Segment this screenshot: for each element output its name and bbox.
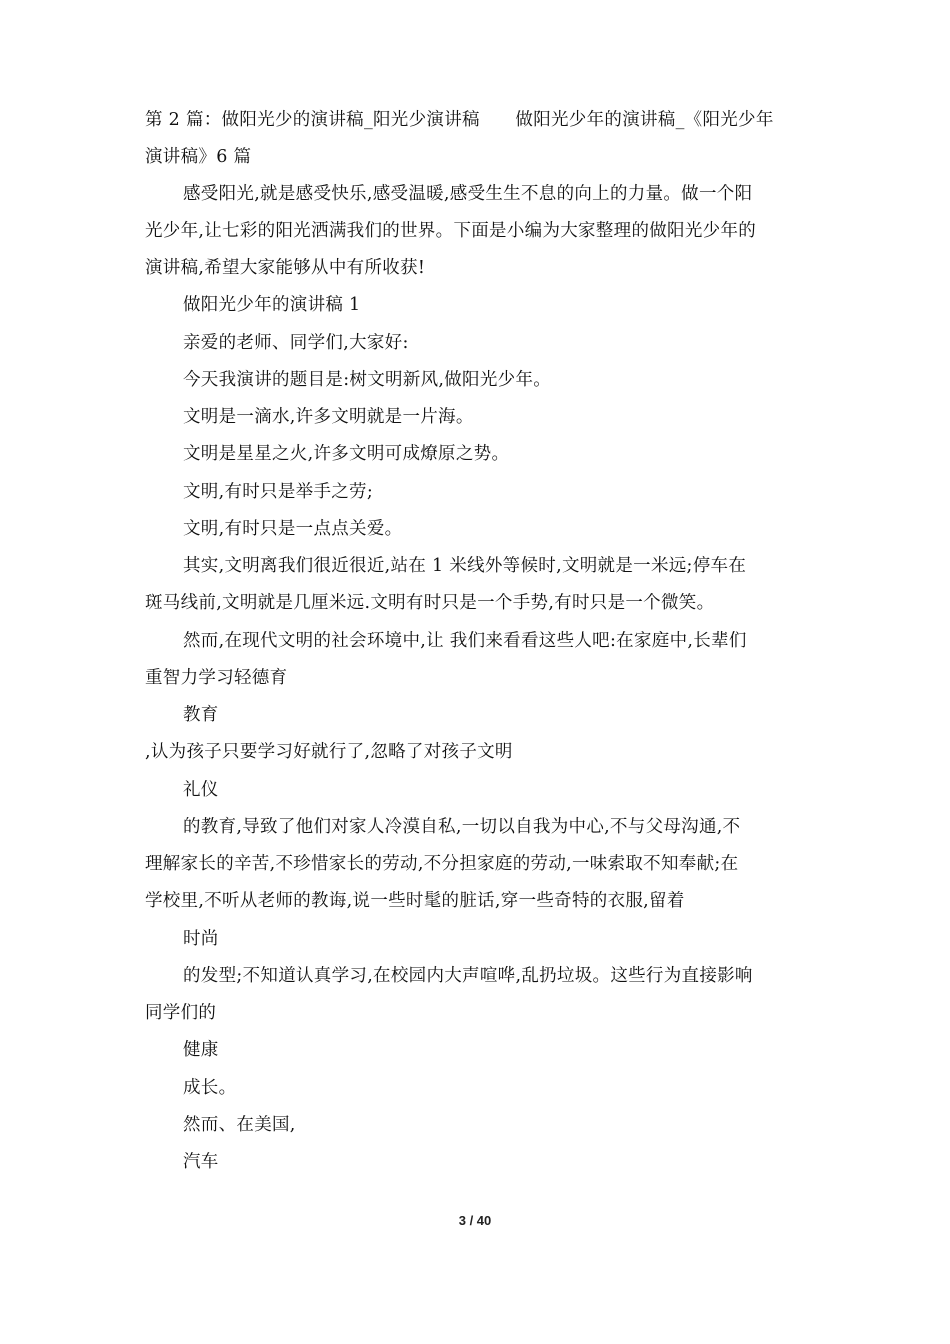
paragraph-line: 文明,有时只是一点点关爱。 [183, 519, 403, 539]
intro-paragraph-line-3: 演讲稿,希望大家能够从中有所收获! [145, 258, 426, 278]
paragraph-line: 理解家长的辛苦,不珍惜家长的劳动,不分担家庭的劳动,一味索取不知奉献;在 [145, 854, 739, 874]
paragraph-line: 然而,在现代文明的社会环境中,让 我们来看看这些人吧:在家庭中,长辈们 [183, 631, 747, 651]
speech-heading: 做阳光少年的演讲稿 1 [183, 295, 361, 315]
paragraph-line: 文明是星星之火,许多文明可成燎原之势。 [183, 444, 510, 464]
paragraph-line: 文明是一滴水,许多文明就是一片海。 [183, 407, 474, 427]
keyword-line: 礼仪 [183, 780, 219, 800]
paragraph-line: 的发型;不知道认真学习,在校园内大声喧哗,乱扔垃圾。这些行为直接影响 [183, 966, 753, 986]
keyword-line: 汽车 [183, 1152, 219, 1172]
document-title-line-1: 第 2 篇：做阳光少的演讲稿_阳光少演讲稿 做阳光少年的演讲稿_《阳光少年 [145, 110, 774, 130]
keyword-line: 健康 [183, 1040, 219, 1060]
page-indicator: 3 / 40 [458, 1213, 492, 1228]
paragraph-line: 文明,有时只是举手之劳; [183, 482, 374, 502]
paragraph-line: 学校里,不听从老师的教诲,说一些时髦的脏话,穿一些奇特的衣服,留着 [145, 891, 685, 911]
paragraph-line: 的教育,导致了他们对家人冷漠自私,一切以自我为中心,不与父母沟通,不 [183, 817, 741, 837]
keyword-line: 时尚 [183, 929, 219, 949]
keyword-line: 教育 [183, 705, 219, 725]
paragraph-line: 其实,文明离我们很近很近,站在 1 米线外等候时,文明就是一米远;停车在 [183, 556, 747, 576]
paragraph-line: ,认为孩子只要学习好就行了,忽略了对孩子文明 [145, 742, 513, 762]
greeting-line: 亲爱的老师、同学们,大家好: [183, 333, 409, 353]
paragraph-line: 同学们的 [145, 1003, 217, 1023]
intro-paragraph-line-1: 感受阳光,就是感受快乐,感受温暖,感受生生不息的向上的力量。做一个阳 [183, 184, 753, 204]
intro-paragraph-line-2: 光少年,让七彩的阳光洒满我们的世界。下面是小编为大家整理的做阳光少年的 [145, 221, 757, 241]
paragraph-line: 斑马线前,文明就是几厘米远.文明有时只是一个手势,有时只是一个微笑。 [145, 593, 715, 613]
paragraph-line: 重智力学习轻德育 [145, 668, 288, 688]
paragraph-line: 然而、在美国, [183, 1115, 296, 1135]
document-title-line-2: 演讲稿》6 篇 [145, 147, 252, 167]
topic-line: 今天我演讲的题目是:树文明新风,做阳光少年。 [183, 370, 552, 390]
paragraph-line: 成长。 [183, 1078, 237, 1098]
